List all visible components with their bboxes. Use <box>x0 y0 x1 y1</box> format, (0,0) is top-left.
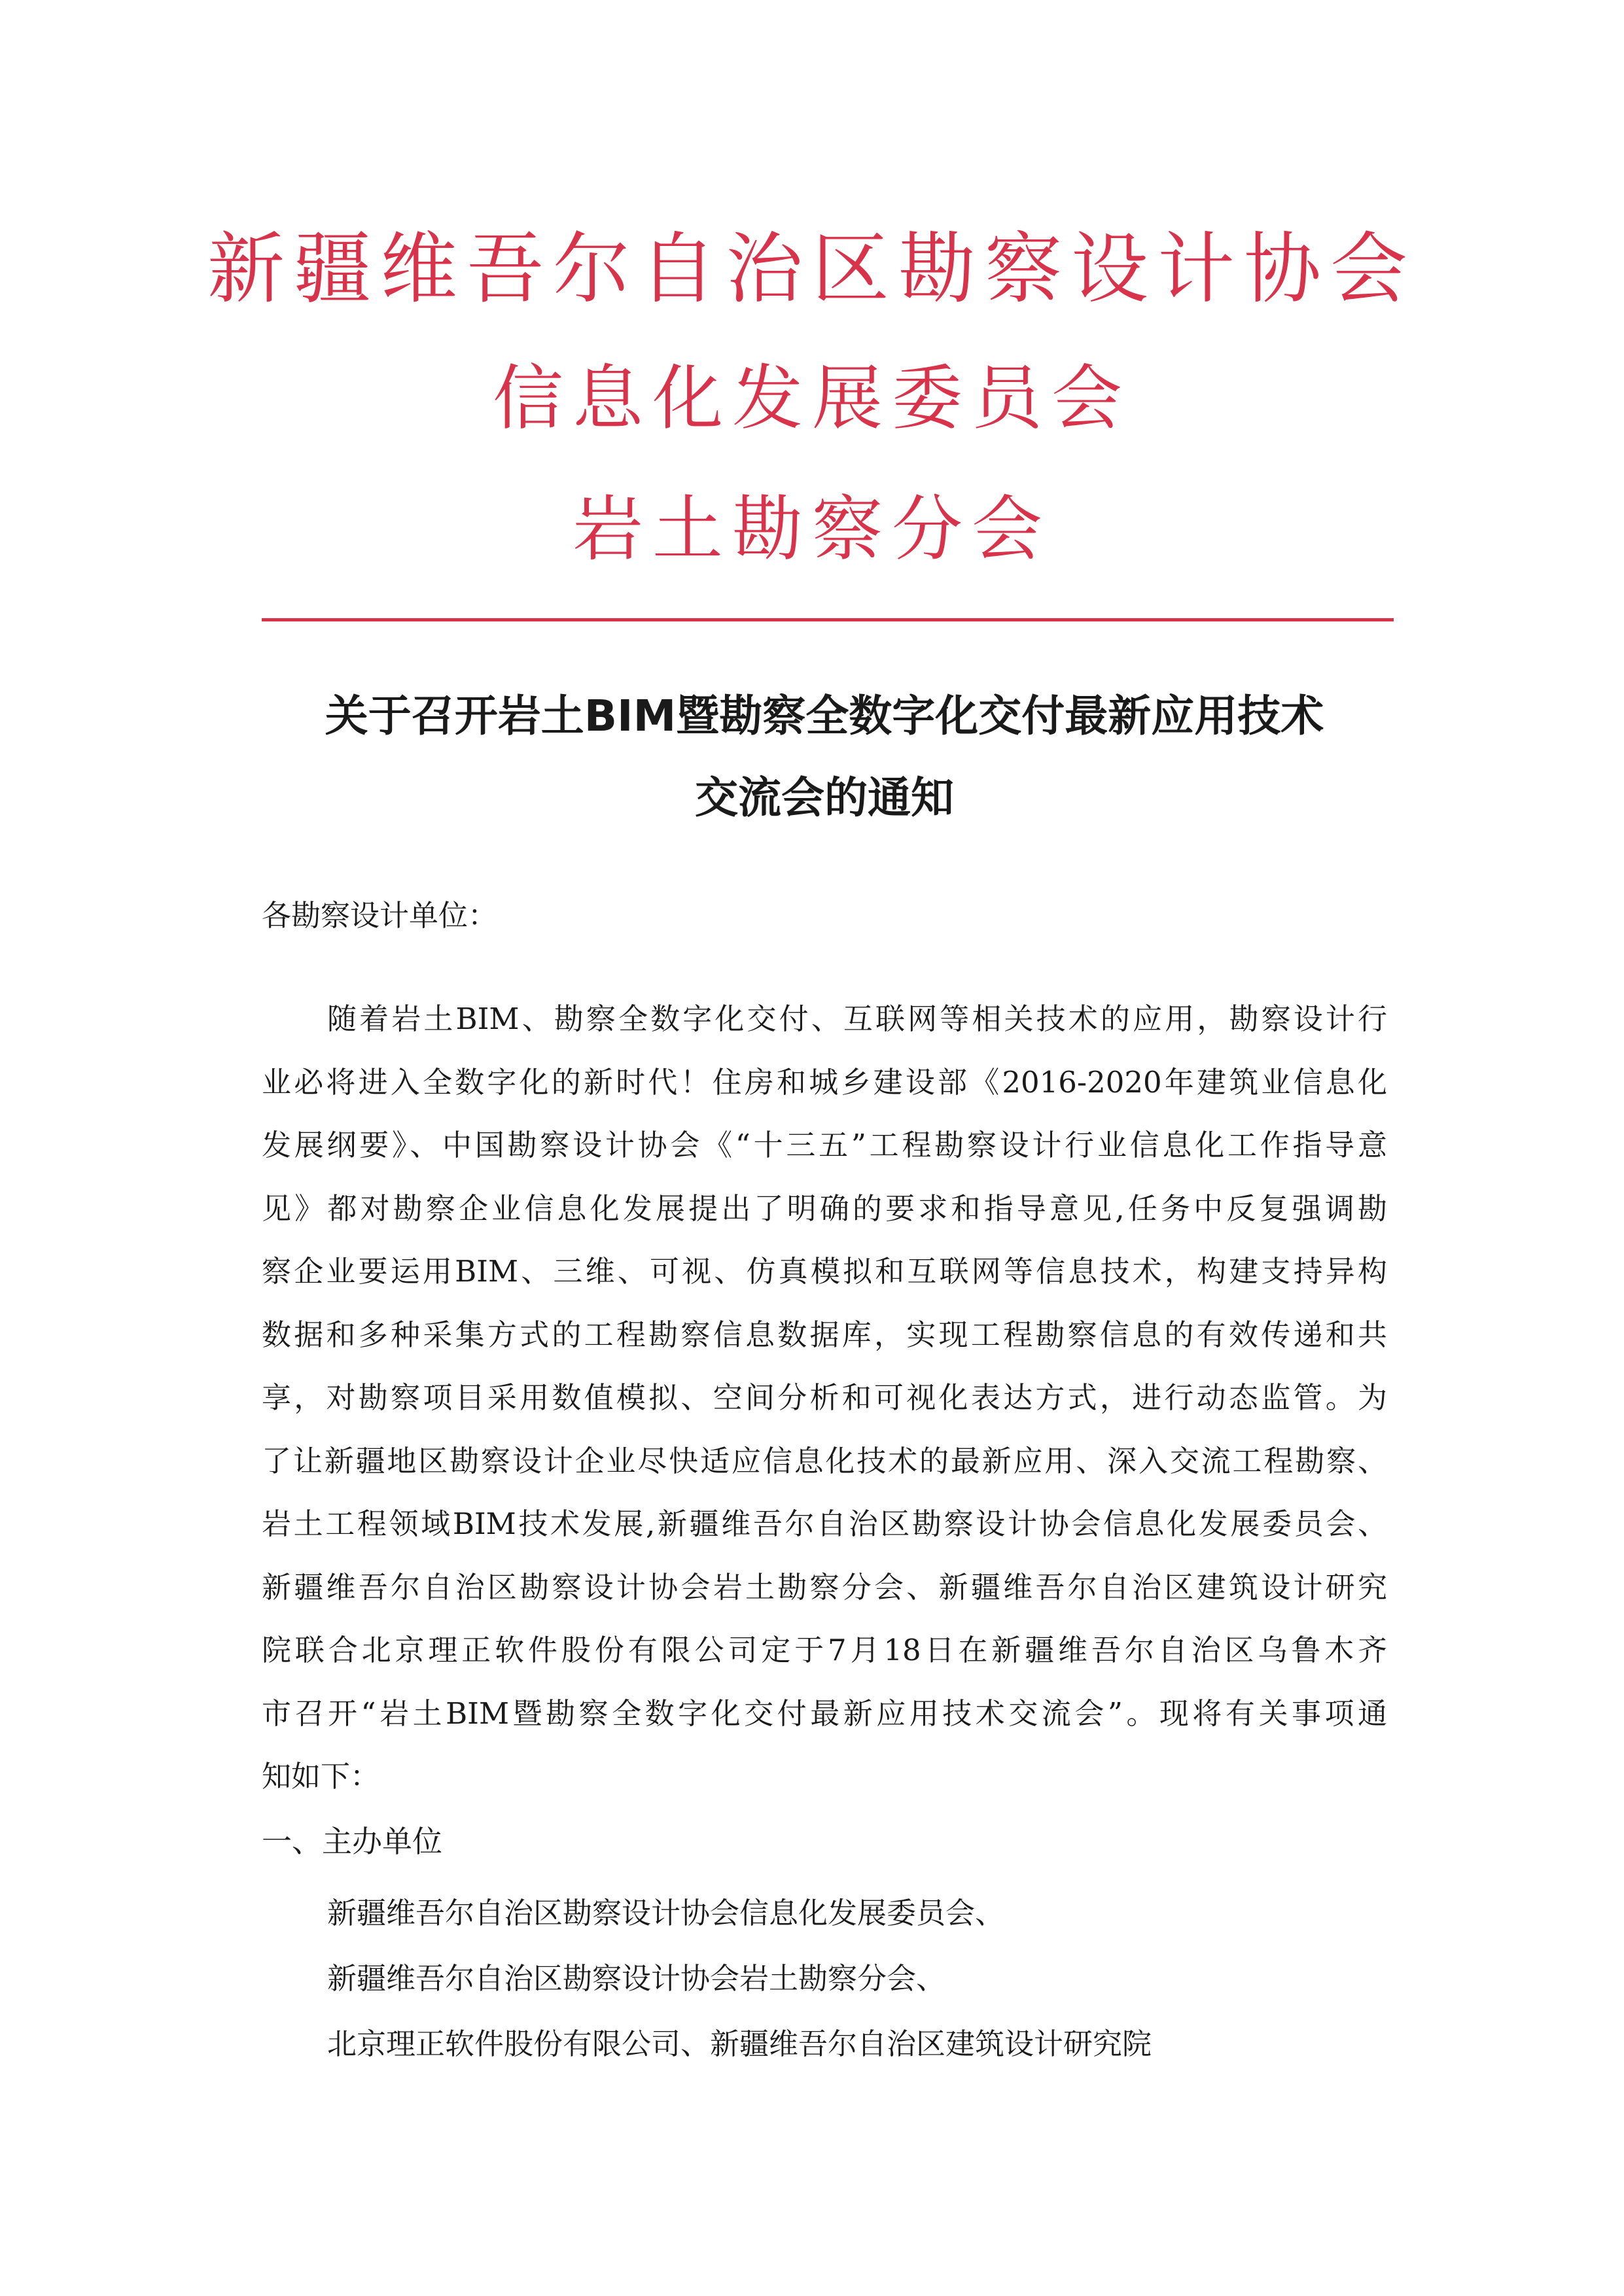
org-name-line1: 新疆维吾尔自治区勘察设计协会 <box>207 224 1417 314</box>
body-line: 察企业要运用BIM、三维、可视、仿真模拟和互联网等信息技术，构建支持异构 <box>262 1254 1387 1289</box>
organizer-item: 北京理正软件股份有限公司、新疆维吾尔自治区建筑设计研究院 <box>327 2026 1152 2061</box>
notice-title-line1: 关于召开岩土BIM暨勘察全数字化交付最新应用技术 <box>325 691 1324 741</box>
body-line: 岩土工程领域BIM技术发展,新疆维吾尔自治区勘察设计协会信息化发展委员会、 <box>262 1506 1387 1541</box>
body-line: 随着岩土BIM、勘察全数字化交付、互联网等相关技术的应用，勘察设计行 <box>327 1001 1387 1036</box>
body-line: 市召开“岩土BIM暨勘察全数字化交付最新应用技术交流会”。现将有关事项通 <box>262 1696 1387 1731</box>
organizer-list <box>327 1881 1152 2077</box>
body-line: 新疆维吾尔自治区勘察设计协会岩土勘察分会、新疆维吾尔自治区建筑设计研究 <box>262 1569 1387 1605</box>
body-line: 见》都对勘察企业信息化发展提出了明确的要求和指导意见,任务中反复强调勘 <box>262 1191 1387 1226</box>
notice-title-line2: 交流会的通知 <box>695 773 954 823</box>
org-name-line3: 岩土勘察分会 <box>572 489 1051 570</box>
body-line: 享，对勘察项目采用数值模拟、空间分析和可视化表达方式，进行动态监管。为 <box>262 1380 1387 1415</box>
body-line: 知如下： <box>262 1759 380 1794</box>
salutation: 各勘察设计单位： <box>262 898 498 933</box>
body-line: 发展纲要》、中国勘察设计协会《“十三五”工程勘察设计行业信息化工作指导意 <box>262 1128 1387 1162</box>
body-paragraph <box>262 988 1387 1809</box>
org-name-line2: 信息化发展委员会 <box>492 358 1131 440</box>
body-line: 了让新疆地区勘察设计企业尽快适应信息化技术的最新应用、深入交流工程勘察、 <box>262 1443 1387 1478</box>
body-line: 数据和多种采集方式的工程勘察信息数据库，实现工程勘察信息的有效传递和共 <box>262 1317 1387 1352</box>
organizer-item: 新疆维吾尔自治区勘察设计协会信息化发展委员会、 <box>327 1896 1005 1930</box>
organizer-item: 新疆维吾尔自治区勘察设计协会岩土勘察分会、 <box>327 1961 946 1996</box>
body-line: 院联合北京理正软件股份有限公司定于7月18日在新疆维吾尔自治区乌鲁木齐 <box>262 1633 1387 1667</box>
body-line: 业必将进入全数字化的新时代！住房和城乡建设部《2016-2020年建筑业信息化 <box>262 1064 1387 1100</box>
header-divider <box>262 618 1394 621</box>
section-heading-organizers: 一、主办单位 <box>262 1824 442 1859</box>
